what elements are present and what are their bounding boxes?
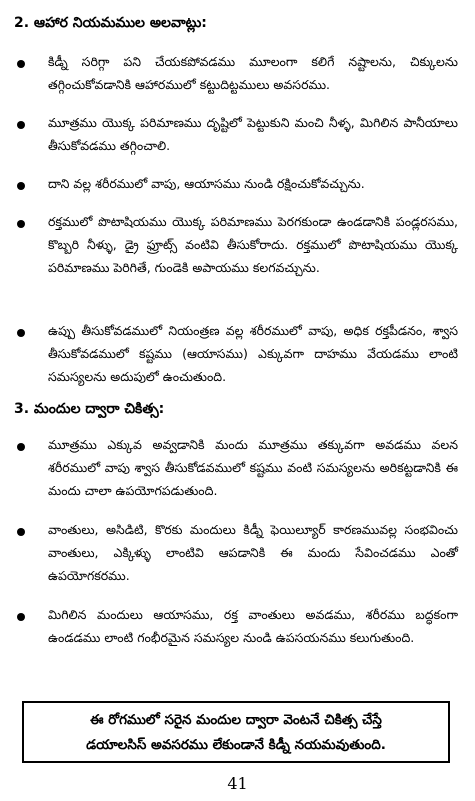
list-item-text: ఉప్పు తీసుకోవడములో నియంత్రణ వల్ల శరీరములో వాపు, అధిక రక్తపీడనం, శ్వాస తీసుకోవడములో కష్టము (ఆయాసము) ఎక్కువగా దాహము వేయడము లాంటి సమస్యలను అదుపులో ఉంచుతుంది.	[48, 323, 458, 384]
page-number: 41	[227, 774, 248, 793]
notice-line: ఈ రోగములో సరైన మందుల ద్వారా వెంటనే చికిత్స చేస్తే	[90, 712, 382, 728]
bullet-icon	[17, 443, 25, 451]
list-item-text: మూత్రము యొక్క పరిమాణము దృష్టిలో పెట్టుకుని మంచి నీళ్ళ, మిగిలిన పానీయాలు తీసుకోవడము తగ్గించాలి.	[48, 115, 458, 153]
list-item-text: రక్తములో పొటాషియము యొక్క పరిమాణము పెరగకుండా ఉండడానికి పండ్లరసము, కొబ్బరి నీళ్ళు, డ్రై ఫ్రూట్స్ వంటివి తీసుకోరాదు. రక్తములో పొటాషియము యొక్క పరిమాణము పెరిగితే, గుండెకి అపాయము కలగవచ్చును.	[48, 214, 458, 275]
bullet-icon	[17, 613, 25, 621]
list-item-text: మూత్రము ఎక్కువ అవ్వడానికి మందు మూత్రము తక్కువగా అవడము వలన శరీరములో వాపు శ్వాస తీసుకోడవములో కష్టము వంటి సమస్యలను అరికట్టడానికి ఈ మందు చాలా ఉపయోగపడుతుంది.	[48, 437, 458, 498]
bullet-icon	[17, 60, 25, 68]
list-item-text: మిగిలిన మందులు ఆయాసము, రక్త వాంతులు అవడము, శరీరము బద్ధకంగా ఉండడము లాంటి గంభీరమైన సమస్యల నుండి ఉపసయనము కలుగుతుంది.	[48, 607, 458, 645]
bullet-icon	[17, 121, 25, 129]
notice-line: డయాలసిస్ అవసరము లేకుండానే కిడ్నీ నయమవుతుంది.	[86, 737, 386, 753]
list-item-text: దాని వల్ల శరీరములో వాపు, ఆయాసము నుండి రక్షించుకోవచ్చును.	[48, 176, 365, 191]
section-heading-diet-habits: 2. ఆహార నియమముల అలవాట్లు:	[14, 15, 207, 31]
highlight-notice-box	[22, 701, 450, 763]
bullet-icon	[17, 528, 25, 536]
bullet-icon	[17, 220, 25, 228]
list-item-text: కిడ్నీ సరిగ్గా పని చేయకపోవడము మూలంగా కలిగే నష్టాలను, చిక్కులను తగ్గించుకోవడానికి ఆహారములో కట్టుదిట్టములు అవసరము.	[48, 54, 458, 92]
bullet-icon	[17, 182, 25, 190]
list-item-text: వాంతులు, అసిడిటి, కొరకు మందులు కిడ్నీ ఫెయిల్యూర్ కారణమువల్ల సంభవించు వాంతులు, ఎక్కిళ్ళు లాంటివి ఆపడానికి ఈ మందు సేవించడము ఎంతో ఉపయోగకరము.	[48, 522, 458, 583]
section-heading-medication: 3. మందుల ద్వారా చికిత్స:	[14, 401, 165, 417]
bullet-icon	[17, 329, 25, 337]
